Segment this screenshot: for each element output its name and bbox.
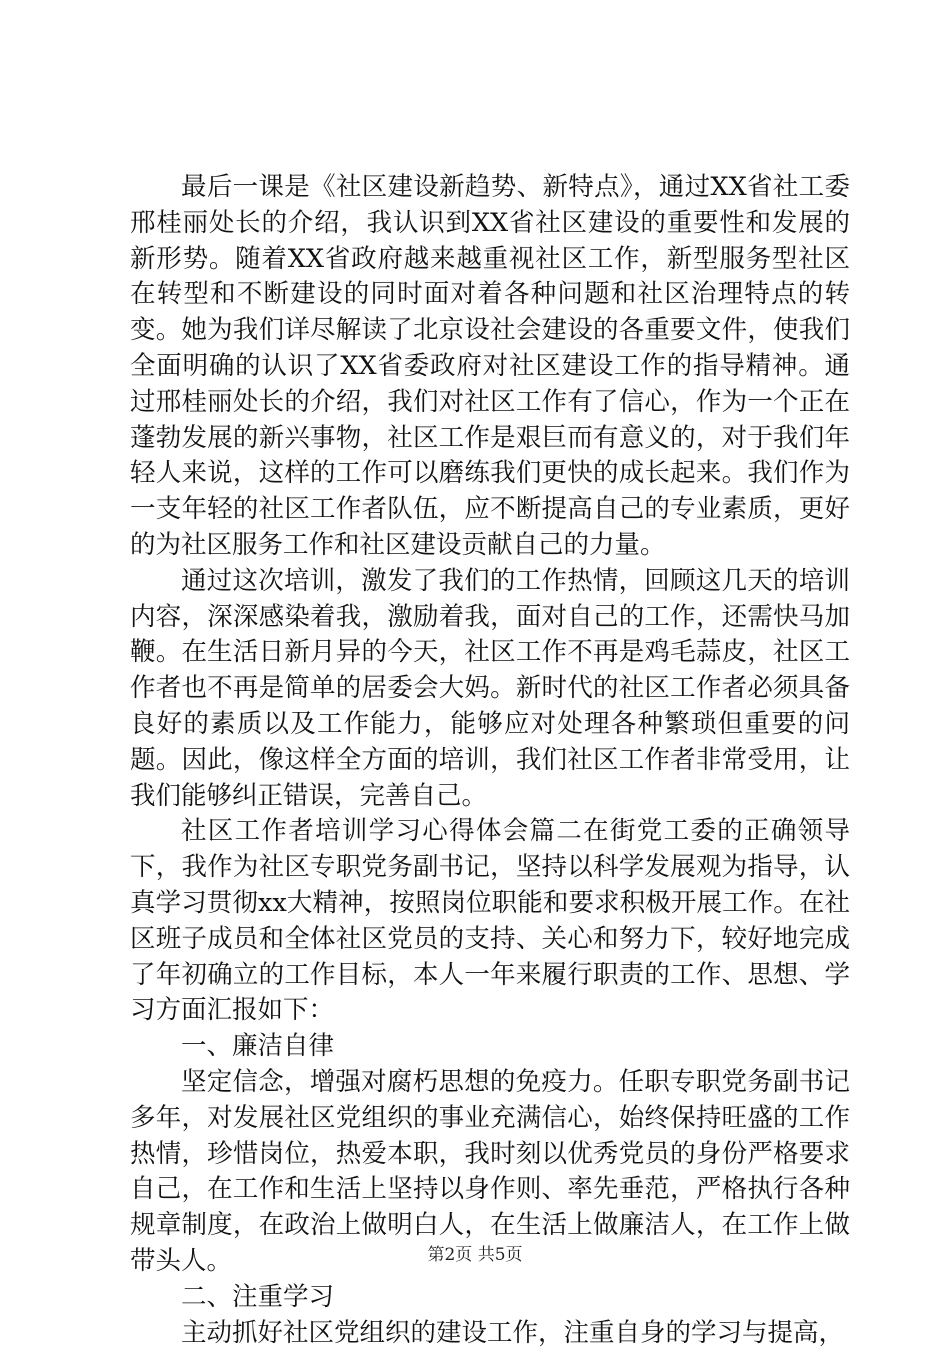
section-heading-study: 二、注重学习 (130, 1280, 850, 1316)
paragraph-study: 主动抓好社区党组织的建设工作，注重自身的学习与提高， (130, 1316, 850, 1351)
paragraph-report-intro: 社区工作者培训学习心得体会篇二在街党工委的正确领导下，我作为社区专职党务副书记，坚持以科学发展观为指导，认真学习贯彻xx大精神，按照岗位职能和要求积极开展工作。在社区班子成员和全体社区党员的支持、关心和努力下，较好地完成了年初确立的工作目标，本人一年来履行职责的工作、思想、学习方面汇报如下： (130, 814, 850, 1029)
page-number-footer: 第2页 共5页 (0, 1240, 950, 1265)
section-heading-integrity: 一、廉洁自律 (130, 1029, 850, 1065)
document-body (130, 170, 850, 1351)
paragraph-training-reflection: 通过这次培训，激发了我们的工作热情，回顾这几天的培训内容，深深感染着我，激励着我，面对自己的工作，还需快马加鞭。在生活日新月异的今天，社区工作不再是鸡毛蒜皮，社区工作者也不再是简单的居委会大妈。新时代的社区工作者必须具备良好的素质以及工作能力，能够应对处理各种繁琐但重要的问题。因此，像这样全方面的培训，我们社区工作者非常受用，让我们能够纠正错误，完善自己。 (130, 564, 850, 815)
paragraph-integrity: 坚定信念，增强对腐朽思想的免疫力。任职专职党务副书记多年，对发展社区党组织的事业充满信心，始终保持旺盛的工作热情，珍惜岗位，热爱本职，我时刻以优秀党员的身份严格要求自己，在工作和生活上坚持以身作则、率先垂范，严格执行各种规章制度，在政治上做明白人，在生活上做廉洁人，在工作上做带头人。 (130, 1065, 850, 1280)
paragraph-final-lesson: 最后一课是《社区建设新趋势、新特点》，通过XX省社工委邢桂丽处长的介绍，我认识到XX省社区建设的重要性和发展的新形势。随着XX省政府越来越重视社区工作，新型服务型社区在转型和不断建设的同时面对着各种问题和社区治理特点的转变。她为我们详尽解读了北京设社会建设的各重要文件，使我们全面明确的认识了XX省委政府对社区建设工作的指导精神。通过邢桂丽处长的介绍，我们对社区工作有了信心，作为一个正在蓬勃发展的新兴事物，社区工作是艰巨而有意义的，对于我们年轻人来说，这样的工作可以磨练我们更快的成长起来。我们作为一支年轻的社区工作者队伍，应不断提高自己的专业素质，更好的为社区服务工作和社区建设贡献自己的力量。 (130, 170, 850, 564)
